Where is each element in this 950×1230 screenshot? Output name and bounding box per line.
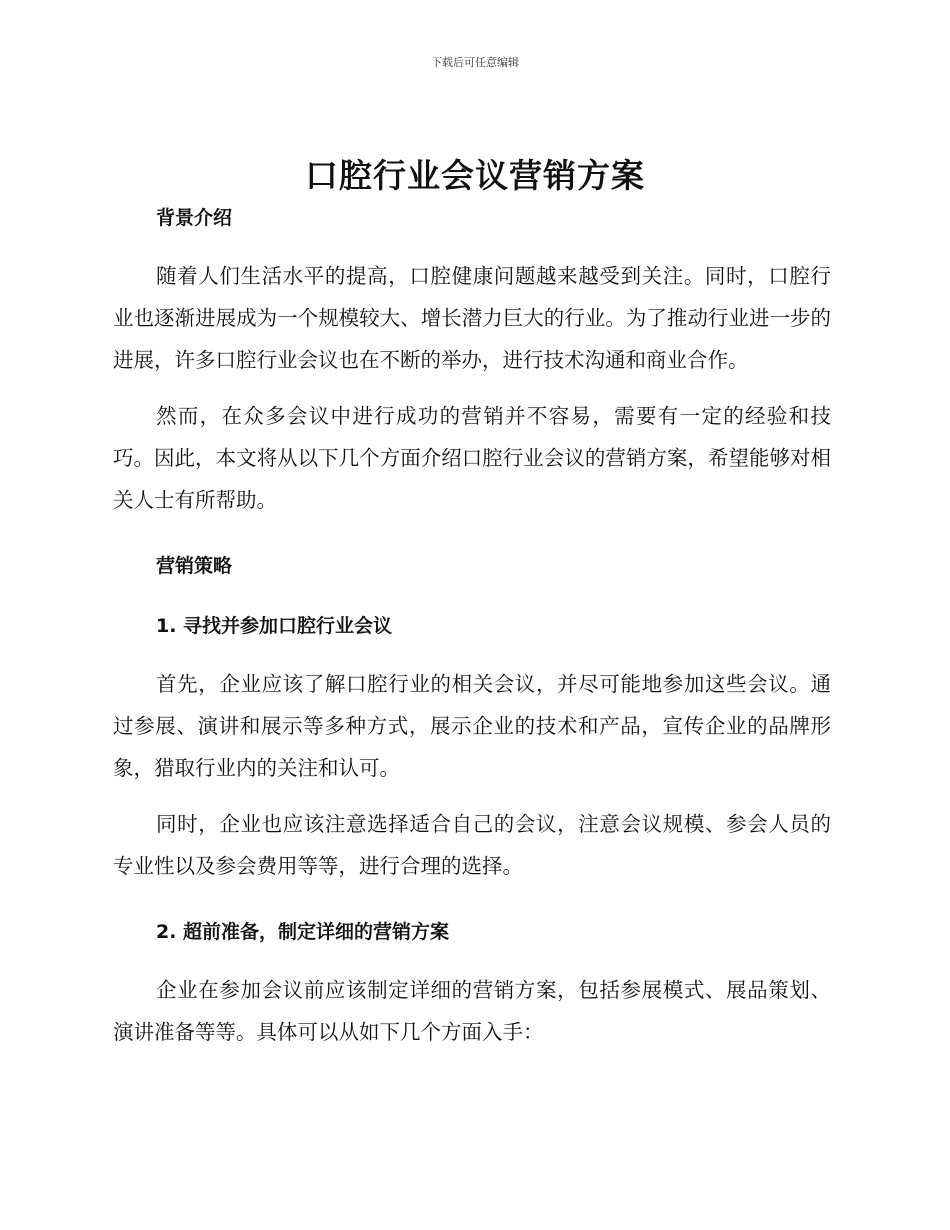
- document-body: [113, 203, 831, 1053]
- subheading-item-1: 1. 寻找并参加口腔行业会议: [156, 615, 393, 637]
- header-note: 下载后可任意编辑: [431, 56, 519, 69]
- paragraph-background-2: 然而，在众多会议中进行成功的营销并不容易，需要有一定的经验和技巧。因此，本文将从以下几个方面介绍口腔行业会议的营销方案，希望能够对相关人士有所帮助。: [113, 404, 831, 512]
- section-heading-strategy: 营销策略: [156, 555, 233, 577]
- paragraph-item-1-2: 同时，企业也应该注意选择适合自己的会议，注意会议规模、参会人员的专业性以及参会费用等等，进行合理的选择。: [113, 812, 831, 878]
- paragraph-item-1-1: 首先，企业应该了解口腔行业的相关会议，并尽可能地参加这些会议。通过参展、演讲和展示等多种方式，展示企业的技术和产品，宣传企业的品牌形象，猎取行业内的关注和认可。: [113, 672, 831, 780]
- paragraph-item-2-1: 企业在参加会议前应该制定详细的营销方案，包括参展模式、展品策划、演讲准备等等。具体可以从如下几个方面入手：: [113, 978, 831, 1044]
- page-title: 口腔行业会议营销方案: [305, 156, 645, 195]
- paragraph-background-1: 随着人们生活水平的提高，口腔健康问题越来越受到关注。同时，口腔行业也逐渐进展成为一个规模较大、增长潜力巨大的行业。为了推动行业进一步的进展，许多口腔行业会议也在不断的举办，进行技术沟通和商业合作。: [113, 264, 831, 372]
- section-heading-background: 背景介绍: [156, 207, 233, 229]
- subheading-item-2: 2. 超前准备，制定详细的营销方案: [156, 921, 450, 943]
